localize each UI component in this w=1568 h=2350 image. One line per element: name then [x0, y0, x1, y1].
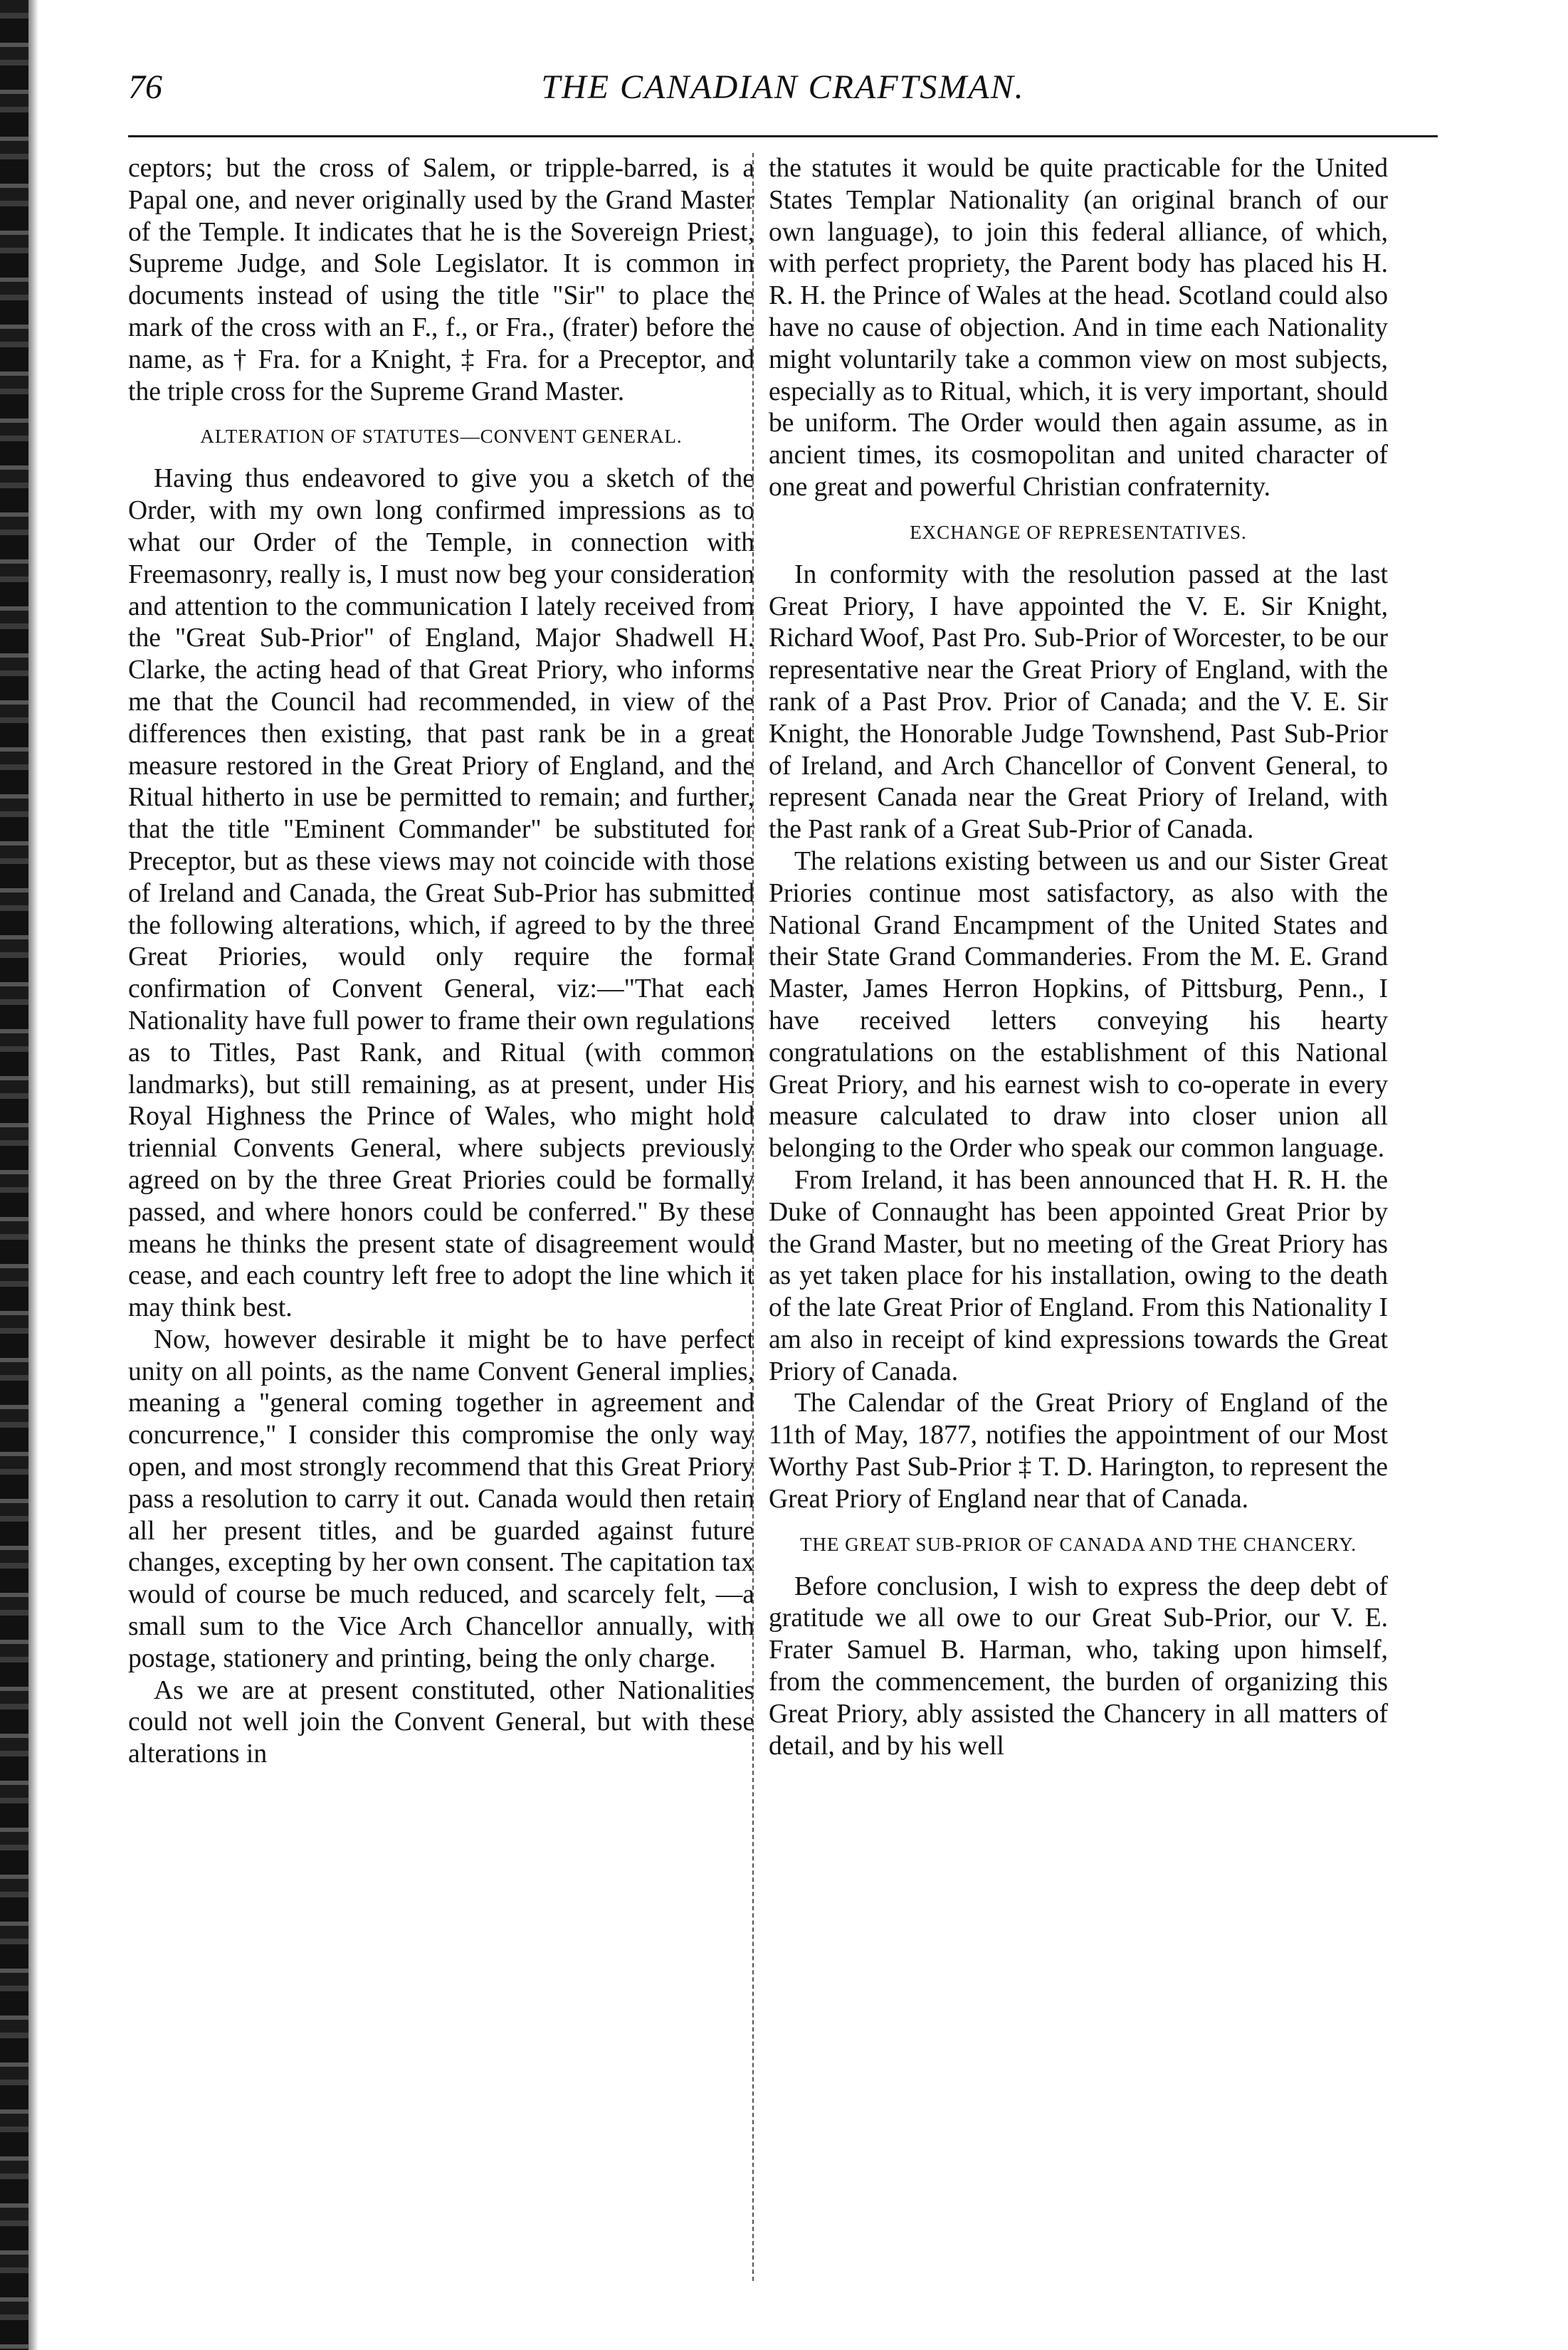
- column-divider: [752, 153, 754, 2281]
- journal-title: THE CANADIAN CRAFTSMAN.: [541, 68, 1025, 106]
- right-paragraph-1: the statutes it would be quite practicable for the United States Templar Nationality (an original branch of our own language), to join this federal alliance, of which, with perfect propriety, the Parent body has placed his H. R. H. the Prince of Wales at the head. Scotland could also have no cause of objection. And in time each Nationality might voluntarily take a common view on most subjects, especially as to Ritual, which, it is very important, should be uniform. The Order would then again assume, as in ancient times, its cosmopolitan and united character of one great and powerful Christian confraternity.: [769, 154, 1388, 502]
- left-paragraph-3: Now, however desirable it might be to have perfect unity on all points, as the name Convent General implies, meaning a "general coming together in agreement and concurrence," I consider this compromise the only way open, and most strongly recommend that this Great Priory pass a resolution to carry it out. Canada would then retain all her present titles, and be guarded against future changes, excepting by her own consent. The capitation tax would of course be much reduced, and scarcely felt, —a small sum to the Vice Arch Chancellor annually, with postage, stationery and printing, being the only charge.: [128, 1324, 754, 1673]
- right-paragraph-3: The relations existing between us and our Sister Great Priories continue most satisfactory, as also with the National Grand Encampment of the United States and their State Grand Commanderies. From the M. E. Grand Master, James Herron Hopkins, of Pittsburg, Penn., I have received letters conveying his hearty congratulations on the establishment of this National Great Priory, and his earnest wish to co-operate in every measure calculated to draw into closer union all belonging to the Order who speak our common language.: [769, 846, 1388, 1164]
- left-paragraph-1: ceptors; but the cross of Salem, or tripple-barred, is a Papal one, and never originally used by the Grand Master of the Temple. It indicates that he is the Sovereign Priest, Supreme Judge, and Sole Legislator. It is common in documents instead of using the title "Sir" to place the mark of the cross with an F., f., or Fra., (frater) before the name, as † Fra. for a Knight, ‡ Fra. for a Preceptor, and the triple cross for the Supreme Grand Master.: [128, 154, 754, 406]
- section-heading-great-sub-prior: THE GREAT SUB-PRIOR OF CANADA AND THE CHANCERY.: [799, 1533, 1357, 1555]
- right-paragraph-4: From Ireland, it has been announced that H. R. H. the Duke of Connaught has been appointed Great Prior by the Grand Master, but no meeting of the Great Priory has as yet taken place for his installation, owing to the death of the late Great Prior of England. From this Nationality I am also in receipt of kind expressions towards the Great Priory of Canada.: [769, 1165, 1388, 1386]
- right-paragraph-5: The Calendar of the Great Priory of England of the 11th of May, 1877, notifies the appointment of our Most Worthy Past Sub-Prior ‡ T. D. Harington, to represent the Great Priory of England near that of Canada.: [769, 1389, 1388, 1514]
- section-heading-alteration-of-statutes: ALTERATION OF STATUTES—CONVENT GENERAL.: [200, 426, 683, 448]
- left-column: [128, 153, 754, 2288]
- right-paragraph-2: In conformity with the resolution passed at the last Great Priory, I have appointed the V. E. Sir Knight, Richard Woof, Past Pro. Sub-Prior of Worcester, to be our representative near the Great Priory of England, with the rank of a Past Prov. Prior of Canada; and the V. E. Sir Knight, the Honorable Judge Townshend, Past Sub-Prior of Ireland, and Arch Chancellor of Convent General, to represent Canada near the Great Priory of Ireland, with the Past rank of a Great Sub-Prior of Canada.: [769, 559, 1388, 845]
- left-paragraph-4: As we are at present constituted, other Nationalities could not well join the Convent General, but with these alterations in: [128, 1675, 754, 1769]
- right-column: [769, 153, 1388, 2288]
- section-heading-exchange-of-representatives: EXCHANGE OF REPRESENTATIVES.: [910, 521, 1247, 543]
- right-paragraph-6: Before conclusion, I wish to express the deep debt of gratitude we all owe to our Great Sub-Prior, our V. E. Frater Samuel B. Harman, who, taking upon himself, from the commencement, the burden of organizing this Great Priory, ably assisted the Chancery in all matters of detail, and by his well: [769, 1571, 1388, 1761]
- page-number: 76: [128, 68, 162, 106]
- binding-edge: [0, 0, 28, 2350]
- header-rule: [128, 135, 1438, 137]
- running-head: [128, 68, 1438, 125]
- binding-shadow: [28, 0, 38, 2350]
- left-paragraph-2: Having thus endeavored to give you a sketch of the Order, with my own long confirmed impressions as to what our Order of the Temple, in connection with Freemasonry, really is, I must now beg your consideration and attention to the communication I lately received from the "Great Sub-Prior" of England, Major Shadwell H. Clarke, the acting head of that Great Priory, who informs me that the Council had recommended, in view of the differences then existing, that past rank be in a great measure restored in the Great Priory of England, and the Ritual hitherto in use be permitted to remain; and further, that the title "Eminent Commander" be substituted for Preceptor, but as these views may not coincide with those of Ireland and Canada, the Great Sub-Prior has submitted the following alterations, which, if agreed to by the three Great Priories, would only require the formal confirmation of Convent General, viz:—"That each Nationality have full power to frame their own regulations as to Titles, Past Rank, and Ritual (with common landmarks), but still remaining, as at present, under His Royal Highness the Prince of Wales, who might hold triennial Convents General, where subjects previously agreed on by the three Great Priories could be formally passed, and where honors could be conferred." By these means he thinks the present state of disagreement would cease, and each country left free to adopt the line which it may think best.: [128, 464, 754, 1323]
